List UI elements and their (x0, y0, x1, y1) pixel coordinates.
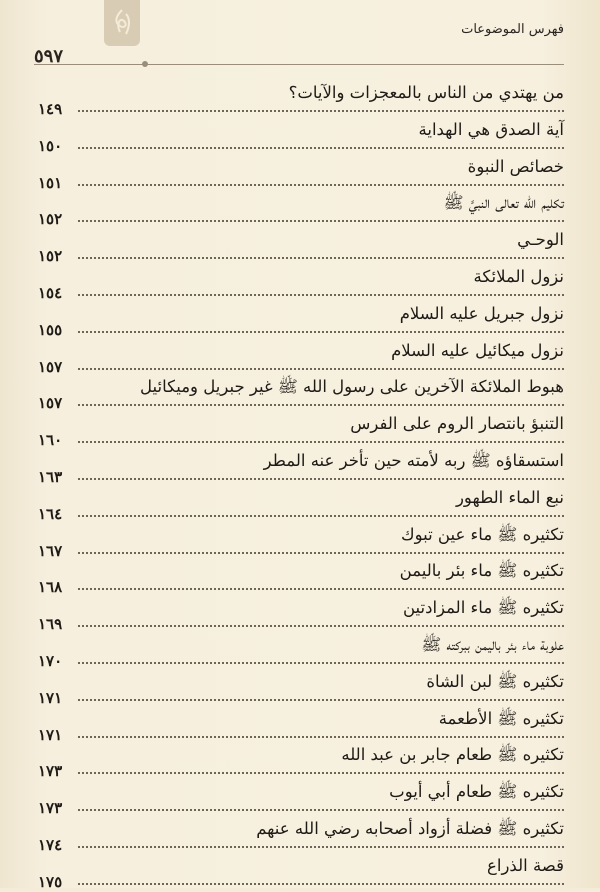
toc-entry (38, 192, 564, 229)
toc-entry-page: ١٥١ (38, 173, 63, 192)
toc-entry-page: ١٦٩ (38, 615, 63, 634)
toc-entry-title: خصائص النبوة (467, 156, 564, 176)
toc-entry (38, 119, 564, 156)
toc-entry (38, 303, 564, 340)
toc-entry (38, 818, 564, 855)
toc-entry-title: تكثيره ﷺ لبن الشاة (426, 671, 564, 691)
toc-entry-title: نزول ميكائيل عليه السلام (391, 340, 564, 360)
toc-entry-title: تكثيره ﷺ فضلة أزواد أصحابه رضي الله عنهم (256, 818, 564, 838)
toc-entry-page: ١٦٤ (38, 504, 63, 523)
toc-entry-page: ١٥٠ (38, 136, 63, 155)
toc-leader-dots (78, 441, 564, 443)
toc-entry-title: من يهتدي من الناس بالمعجزات والآيات؟ (288, 83, 564, 102)
toc-leader-dots (78, 404, 564, 406)
toc-entry (38, 855, 564, 892)
toc-entry (38, 560, 564, 597)
toc-entry (38, 671, 564, 708)
toc-leader-dots (78, 184, 564, 186)
toc-leader-dots (78, 331, 564, 333)
toc-leader-dots (78, 662, 564, 664)
table-of-contents (38, 82, 564, 892)
toc-leader-dots (78, 699, 564, 701)
toc-entry-title: تكثيره ﷺ طعام جابر بن عبد الله (341, 745, 564, 765)
page-number: ٥٩٧ (34, 46, 64, 67)
header-rule (34, 64, 564, 65)
toc-leader-dots (78, 846, 564, 848)
toc-entry-title: تكثيره ﷺ ماء المزادتين (402, 598, 564, 618)
toc-entry-title: الوحـي (517, 230, 564, 250)
toc-entry-page: ١٥٥ (38, 320, 63, 339)
toc-leader-dots (78, 772, 564, 774)
toc-entry (38, 487, 564, 524)
toc-entry (38, 597, 564, 634)
toc-leader-dots (78, 883, 564, 885)
toc-leader-dots (78, 478, 564, 480)
toc-entry-title: آية الصدق هي الهداية (418, 119, 564, 139)
toc-entry-title: تكثيره ﷺ ماء بئر باليمن (399, 561, 564, 581)
running-head: فهرس الموضوعات (461, 22, 564, 37)
toc-entry-page: ١٧١ (38, 688, 63, 707)
toc-leader-dots (78, 809, 564, 811)
toc-entry-page: ١٥٧ (38, 357, 63, 376)
toc-entry-page: ١٦٣ (38, 467, 63, 486)
toc-entry (38, 450, 564, 487)
toc-leader-dots (78, 588, 564, 590)
toc-entry-title: التنبؤ بانتصار الروم على الفرس (350, 414, 564, 434)
calligraphy-logo-icon (110, 8, 134, 38)
toc-entry (38, 781, 564, 818)
toc-entry (38, 82, 564, 119)
toc-entry-title: استسقاؤه ﷺ ربه لأمته حين تأخر عنه المطر (263, 450, 564, 470)
toc-entry-title: تكثيره ﷺ طعام أبي أيوب (389, 782, 564, 802)
toc-entry-page: ١٧٣ (38, 799, 63, 818)
toc-entry-title: تكثيره ﷺ ماء عين تبوك (400, 524, 564, 544)
toc-entry-page: ١٥٢ (38, 247, 63, 266)
toc-entry-page: ١٧٠ (38, 651, 63, 670)
toc-entry-title: علوبة ماء بئر باليمن ببركته ﷺ (421, 634, 564, 654)
toc-entry (38, 413, 564, 450)
toc-leader-dots (78, 368, 564, 370)
publisher-logo (104, 0, 140, 46)
toc-entry-page: ١٥٧ (38, 394, 63, 413)
toc-entry (38, 744, 564, 781)
toc-entry (38, 156, 564, 193)
toc-entry-page: ١٧٣ (38, 762, 63, 781)
toc-entry-page: ١٦٠ (38, 431, 63, 450)
toc-leader-dots (78, 220, 564, 222)
toc-entry-title: نزول جبريل عليه السلام (399, 303, 564, 323)
toc-entry (38, 524, 564, 561)
header-rule-ornament (142, 61, 148, 67)
toc-entry (38, 340, 564, 377)
toc-leader-dots (78, 515, 564, 517)
toc-entry-title: هبوط الملائكة الآخرين على رسول الله ﷺ غير جبريل وميكائيل (140, 377, 564, 397)
toc-entry-title: نبع الماء الطهور (455, 487, 564, 507)
toc-entry-page: ١٧٥ (38, 872, 63, 891)
toc-entry-page: ١٤٩ (38, 100, 63, 118)
toc-entry (38, 229, 564, 266)
toc-entry-page: ١٧١ (38, 725, 63, 744)
toc-entry-page: ١٥٤ (38, 283, 63, 302)
toc-entry-title: تكليم الله تعالى النبيَّ ﷺ (443, 193, 564, 213)
toc-leader-dots (78, 257, 564, 259)
toc-entry-page: ١٦٧ (38, 541, 63, 560)
toc-leader-dots (78, 552, 564, 554)
toc-entry (38, 376, 564, 413)
toc-entry-page: ١٦٨ (38, 578, 63, 597)
toc-leader-dots (78, 736, 564, 738)
toc-leader-dots (78, 294, 564, 296)
toc-entry-page: ١٧٤ (38, 835, 63, 854)
toc-leader-dots (78, 110, 564, 112)
toc-entry-title: نزول الملائكة (473, 266, 564, 286)
toc-leader-dots (78, 147, 564, 149)
toc-entry-title: تكثيره ﷺ الأطعمة (438, 708, 564, 728)
toc-entry (38, 634, 564, 671)
toc-entry-title: قصة الذراع (487, 855, 564, 875)
toc-entry-page: ١٥٢ (38, 210, 63, 229)
toc-entry (38, 266, 564, 303)
toc-entry (38, 708, 564, 745)
toc-leader-dots (78, 625, 564, 627)
